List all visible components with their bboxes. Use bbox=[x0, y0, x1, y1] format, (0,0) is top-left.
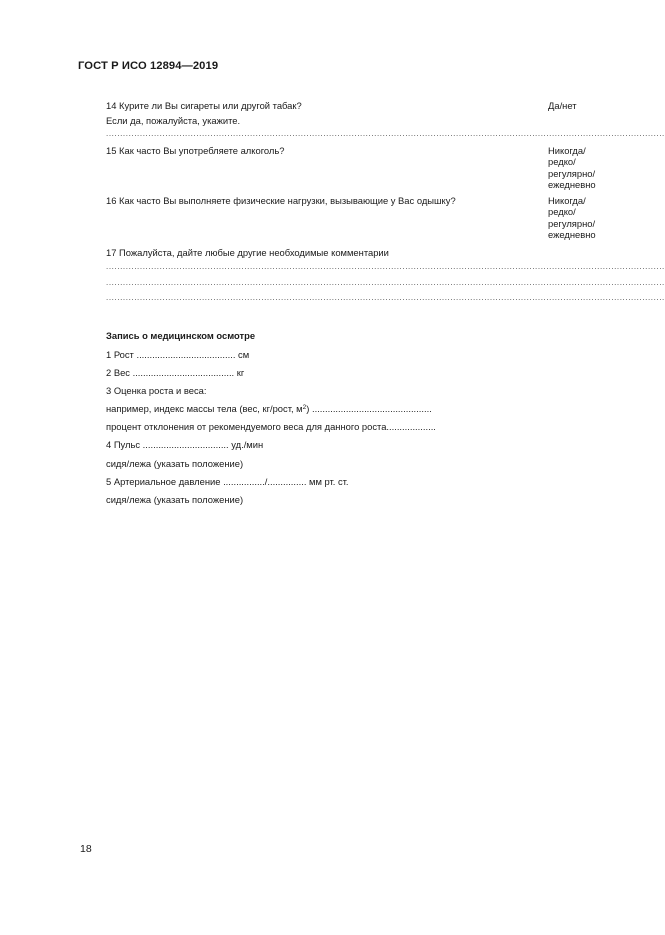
question-14-answer-line: ...................................................................................................................................................................................................... bbox=[106, 129, 665, 138]
exam-weight: 2 Вес ....................................... кг bbox=[106, 367, 245, 378]
comment-line-2: ...................................................................................................................................................................................................... bbox=[106, 278, 665, 287]
option-regularly: регулярно/ bbox=[548, 217, 596, 229]
question-14: 14 Курите ли Вы сигареты или другой табак? bbox=[106, 100, 302, 111]
page-number: 18 bbox=[80, 843, 92, 855]
question-17: 17 Пожалуйста, дайте любые другие необходимые комментарии bbox=[106, 247, 389, 258]
bmi-prefix: например, индекс массы тела (вес, кг/рост, м bbox=[106, 403, 303, 414]
exam-section-title: Запись о медицинском осмотре bbox=[106, 330, 256, 341]
exam-height: 1 Рост ...................................... см bbox=[106, 349, 250, 360]
option-never: Никогда/ bbox=[548, 195, 586, 206]
bmi-suffix: ) .............................................. bbox=[306, 403, 432, 414]
bmi-superscript: 2 bbox=[302, 404, 307, 411]
exam-bmi bbox=[106, 403, 432, 414]
exam-pressure-position: сидя/лежа (указать положение) bbox=[106, 494, 244, 505]
exam-pulse: 4 Пульс ................................. уд./мин bbox=[106, 439, 264, 450]
exam-assessment: 3 Оценка роста и веса: bbox=[106, 385, 207, 396]
exam-blood-pressure: 5 Артериальное давление ................/............... мм рт. ст. bbox=[106, 476, 349, 487]
question-16-options bbox=[548, 195, 618, 241]
option-never: Никогда/ bbox=[548, 145, 586, 156]
question-15-options bbox=[548, 145, 618, 191]
option-daily: ежедневно bbox=[548, 229, 596, 241]
option-daily: ежедневно bbox=[548, 179, 596, 191]
exam-pulse-position: сидя/лежа (указать положение) bbox=[106, 458, 244, 469]
comment-line-1: ...................................................................................................................................................................................................... bbox=[106, 262, 665, 271]
comment-line-3: ...................................................................................................................................................................................................... bbox=[106, 293, 665, 302]
question-14-answer: Да/нет bbox=[548, 100, 577, 111]
option-regularly: регулярно/ bbox=[548, 167, 596, 179]
exam-deviation: процент отклонения от рекомендуемого веса для данного роста................... bbox=[106, 421, 436, 432]
option-rarely: редко/ bbox=[548, 206, 576, 218]
question-15: 15 Как часто Вы употребляете алкоголь? bbox=[106, 145, 285, 156]
question-16: 16 Как часто Вы выполняете физические нагрузки, вызывающие у Вас одышку? bbox=[106, 195, 456, 206]
question-14-followup: Если да, пожалуйста, укажите. bbox=[106, 115, 241, 126]
document-header: ГОСТ Р ИСО 12894—2019 bbox=[78, 60, 219, 72]
option-rarely: редко/ bbox=[548, 156, 576, 168]
